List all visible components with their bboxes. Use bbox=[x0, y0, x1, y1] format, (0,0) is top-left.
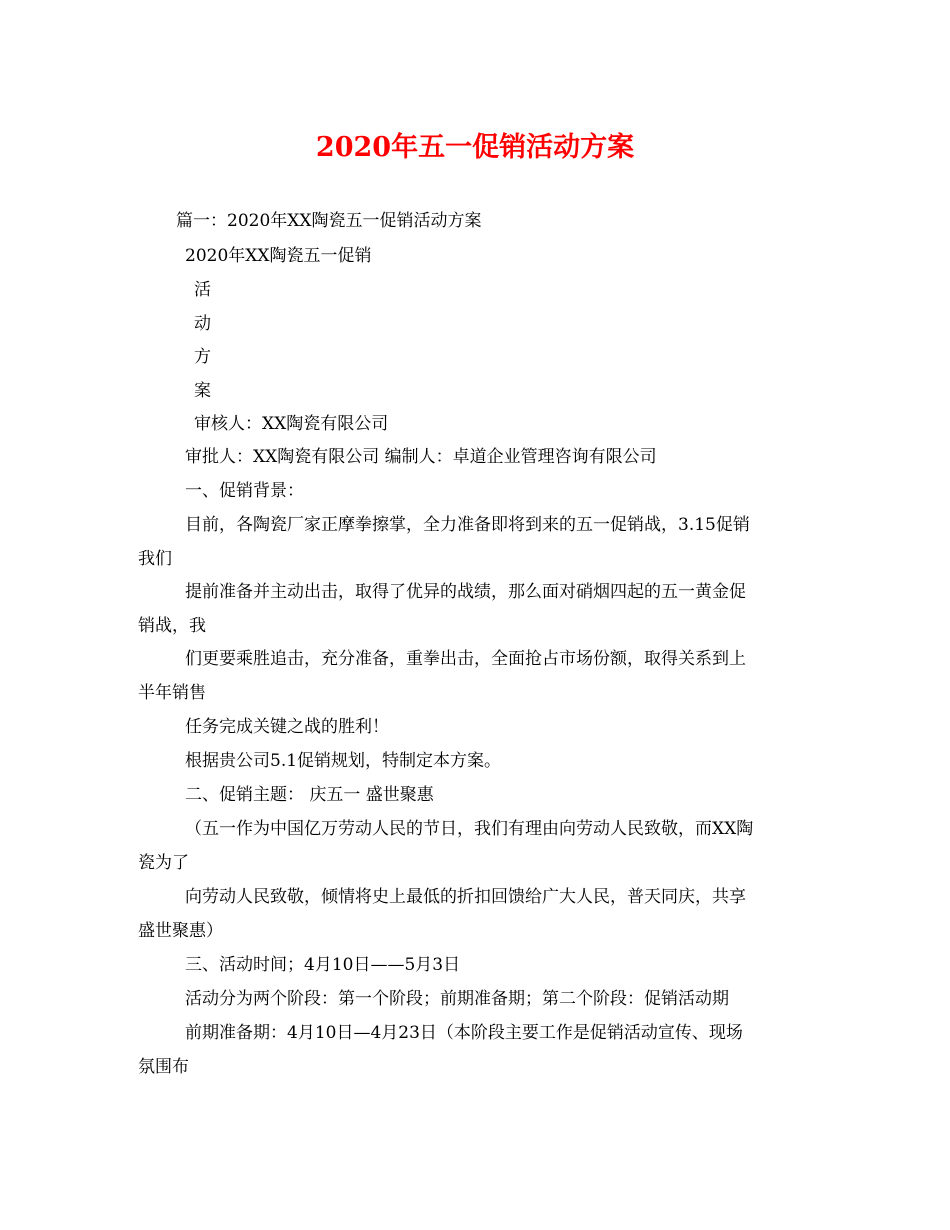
text-line-paragraph-wrap: 瓷为了 bbox=[138, 853, 189, 873]
text-line-paragraph: 提前准备并主动出击，取得了优异的战绩，那么面对硝烟四起的五一黄金促 bbox=[185, 582, 746, 602]
text-line-paragraph-wrap: 氛围布 bbox=[138, 1057, 189, 1077]
text-line-paragraph: 目前，各陶瓷厂家正摩拳擦掌，全力准备即将到来的五一促销战，3.15促销 bbox=[185, 515, 750, 535]
text-line-paragraph-wrap: 盛世聚惠） bbox=[138, 921, 223, 941]
text-line-vertical-char: 方 bbox=[194, 347, 211, 367]
text-line-paragraph-wrap: 销战，我 bbox=[138, 616, 206, 636]
text-line-paragraph: （五一作为中国亿万劳动人民的节日，我们有理由向劳动人民致敬，而XX陶 bbox=[185, 819, 754, 839]
document-title: 2020年五一促销活动方案 bbox=[315, 132, 635, 163]
text-line-subtitle: 2020年XX陶瓷五一促销 bbox=[185, 246, 372, 266]
text-line-paragraph: 们更要乘胜追击，充分准备，重拳出击，全面抢占市场份额，取得关系到上 bbox=[185, 649, 746, 669]
text-line-paragraph: 任务完成关键之战的胜利！ bbox=[185, 717, 389, 737]
text-line-vertical-char: 动 bbox=[194, 314, 211, 334]
text-line-approver-editor: 审批人：XX陶瓷有限公司 编制人：卓道企业管理咨询有限公司 bbox=[185, 447, 657, 467]
text-line-reviewer: 审核人：XX陶瓷有限公司 bbox=[194, 414, 389, 434]
text-line-vertical-char: 案 bbox=[194, 381, 211, 401]
text-line-paragraph: 向劳动人民致敬，倾情将史上最低的折扣回馈给广大人民，普天同庆，共享 bbox=[185, 887, 746, 907]
text-line-paragraph: 前期准备期：4月10日—4月23日（本阶段主要工作是促销活动宣传、现场 bbox=[185, 1023, 743, 1043]
text-line-heading-time: 三、活动时间；4月10日——5月3日 bbox=[185, 955, 461, 975]
text-line-vertical-char: 活 bbox=[194, 280, 211, 300]
text-line-paragraph-wrap: 我们 bbox=[138, 549, 172, 569]
text-line-paragraph-wrap: 半年销售 bbox=[138, 683, 206, 703]
text-line-paragraph: 根据贵公司5.1促销规划，特制定本方案。 bbox=[185, 751, 502, 771]
text-line-heading-background: 一、促销背景： bbox=[185, 481, 304, 501]
text-line-section-one-heading: 篇一：2020年XX陶瓷五一促销活动方案 bbox=[176, 211, 482, 231]
text-line-heading-theme: 二、促销主题： 庆五一 盛世聚惠 bbox=[185, 785, 434, 805]
text-line-paragraph: 活动分为两个阶段：第一个阶段；前期准备期；第二个阶段：促销活动期 bbox=[185, 989, 729, 1009]
